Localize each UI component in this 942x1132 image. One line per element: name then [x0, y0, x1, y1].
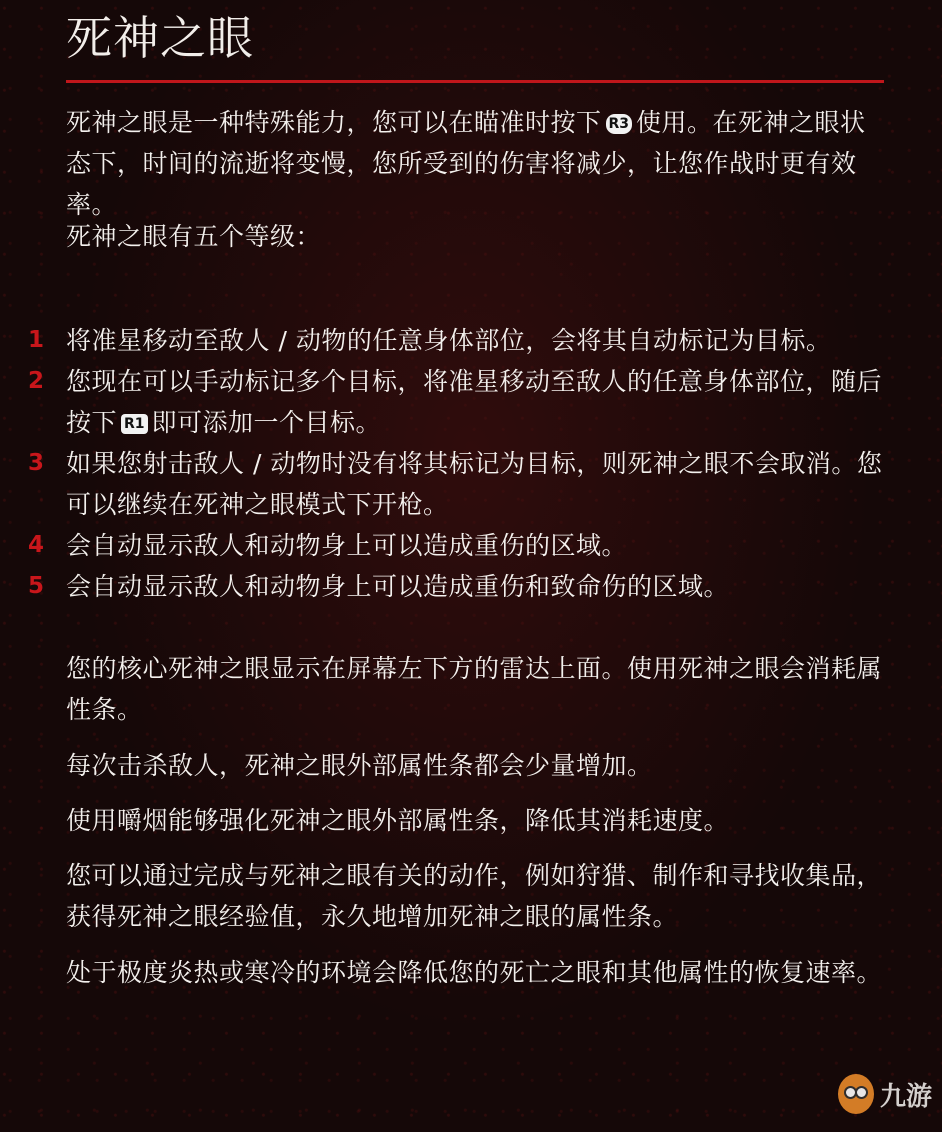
r3-button-icon: R3	[606, 114, 633, 134]
r1-button-icon: R1	[121, 414, 148, 434]
level-item	[0, 443, 886, 525]
intro-text-before: 死神之眼是一种特殊能力，您可以在瞄准时按下	[66, 108, 602, 137]
level-item	[0, 320, 886, 361]
paragraph-radar: 您的核心死神之眼显示在屏幕左下方的雷达上面。使用死神之眼会消耗属性条。	[66, 654, 883, 724]
level-item	[0, 525, 886, 566]
level-text: 会自动显示敌人和动物身上可以造成重伤和致命伤的区域。	[66, 572, 730, 601]
level-number: 1	[28, 327, 45, 353]
levels-heading: 死神之眼有五个等级：	[66, 222, 322, 251]
paragraph-chewing-tobacco: 使用嚼烟能够强化死神之眼外部属性条，降低其消耗速度。	[66, 806, 730, 835]
level-number: 5	[28, 573, 45, 599]
level-text: 将准星移动至敌人 / 动物的任意身体部位，会将其自动标记为目标。	[66, 326, 832, 355]
intro-text-after: 使用。在死神之眼状态下，时间的流逝将变慢，您所受到的伤害将减少，让您作战时更有效率。	[66, 108, 866, 219]
watermark-logo	[838, 1074, 932, 1114]
level-number: 4	[28, 532, 45, 558]
level-number: 2	[28, 368, 45, 394]
level-item	[0, 361, 886, 443]
paragraph-kills: 每次击杀敌人，死神之眼外部属性条都会少量增加。	[66, 751, 653, 780]
level-text: 如果您射击敌人 / 动物时没有将其标记为目标，则死神之眼不会取消。您可以继续在死神之眼模式下开枪。	[66, 449, 883, 519]
level-number: 3	[28, 450, 45, 476]
level-text-after: 即可添加一个目标。	[151, 408, 382, 437]
levels-list	[0, 320, 942, 607]
paragraph-experience: 您可以通过完成与死神之眼有关的动作，例如狩猎、制作和寻找收集品，获得死神之眼经验值，永久地增加死神之眼的属性条。	[66, 861, 883, 931]
watermark-text: 九游	[879, 1081, 932, 1112]
mascot-face-icon	[838, 1074, 874, 1114]
page-title: 死神之眼	[66, 11, 254, 65]
level-text-before: 您现在可以手动标记多个目标，将准星移动至敌人的任意身体部位，随后按下	[66, 367, 883, 437]
title-divider	[66, 80, 884, 83]
paragraph-temperature: 处于极度炎热或寒冷的环境会降低您的死亡之眼和其他属性的恢复速率。	[66, 958, 883, 987]
level-text: 会自动显示敌人和动物身上可以造成重伤的区域。	[66, 531, 628, 560]
level-item	[0, 566, 886, 607]
intro-paragraph	[66, 102, 886, 225]
